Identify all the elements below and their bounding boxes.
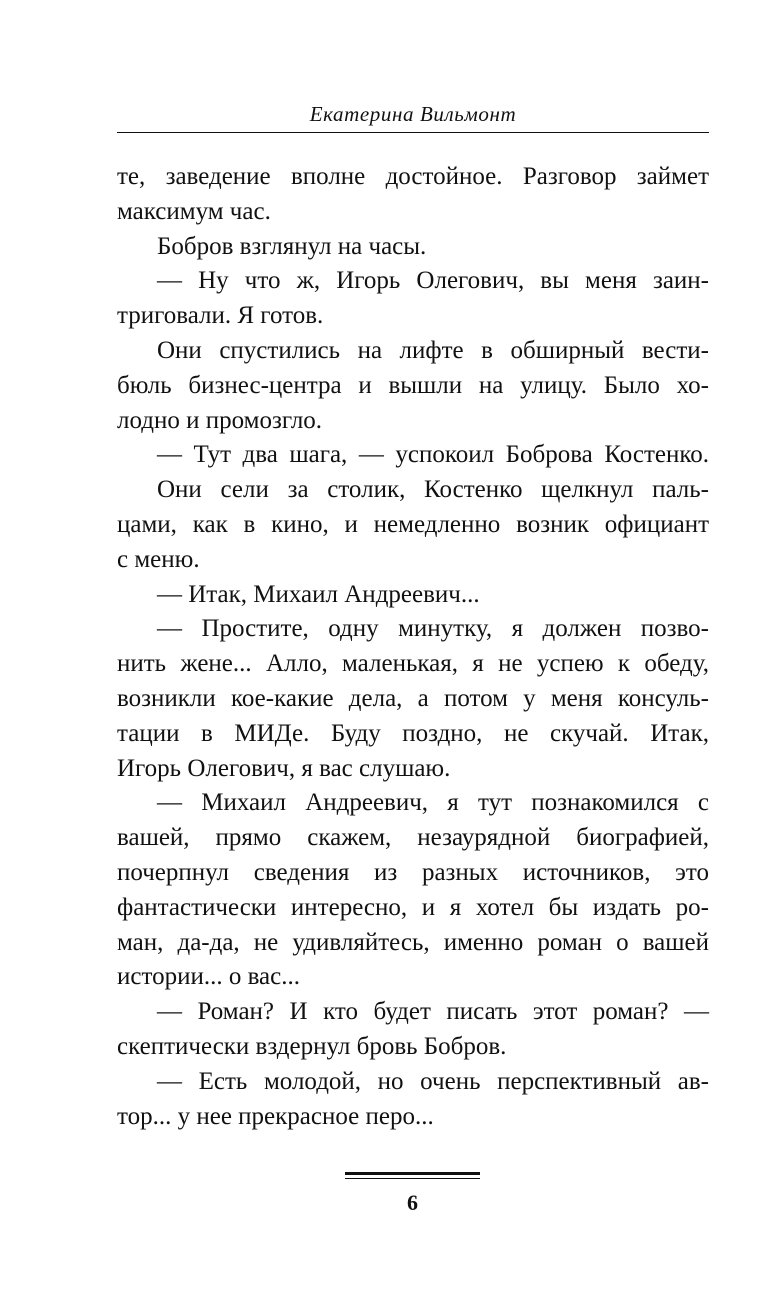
text-line: максимум час. bbox=[117, 197, 271, 225]
text-line: триговали. Я готов. bbox=[117, 302, 324, 330]
text-line: тации в МИДе. Буду поздно, не скучай. Итак, bbox=[117, 719, 709, 747]
text-line: бюль бизнес-центра и вышли на улицу. Было хо- bbox=[117, 371, 709, 399]
text-line: — Итак, Михаил Андреевич... bbox=[157, 580, 480, 608]
text-line: — Ну что ж, Игорь Олегович, вы меня заин- bbox=[157, 267, 709, 295]
text-line: фантастически интересно, и я хотел бы издать ро- bbox=[117, 893, 709, 921]
text-line: вашей, прямо скажем, незаурядной биографией, bbox=[117, 824, 709, 852]
text-line: те, заведение вполне достойное. Разговор займет bbox=[117, 163, 709, 190]
text-line: нить жене... Алло, маленькая, я не успею к обеду, bbox=[117, 650, 709, 678]
header-rule bbox=[117, 132, 709, 133]
text-line: цами, как в кино, и немедленно возник официант bbox=[117, 510, 709, 538]
text-line: Игорь Олегович, я вас слушаю. bbox=[117, 754, 451, 782]
running-head: Екатерина Вильмонт bbox=[309, 102, 517, 126]
text-line: тор... у нее прекрасное перо... bbox=[117, 1102, 434, 1130]
footer-rule-thin bbox=[345, 1178, 480, 1179]
text-line: почерпнул сведения из разных источников, это bbox=[117, 858, 709, 886]
text-line: Бобров взглянул на часы. bbox=[157, 232, 427, 260]
footer-rule-thick bbox=[345, 1172, 480, 1175]
text-line: Они спустились на лифте в обширный вести- bbox=[157, 336, 709, 364]
text-line: — Есть молодой, но очень перспективный ав- bbox=[157, 1067, 709, 1095]
page-number: 6 bbox=[407, 1190, 418, 1215]
text-line: ман, да-да, не удивляйтесь, именно роман о вашей bbox=[117, 928, 709, 956]
text-line: — Тут два шага, — успокоил Боброва Костенко. bbox=[157, 441, 709, 469]
text-line: Они сели за столик, Костенко щелкнул паль- bbox=[157, 476, 709, 504]
text-line: — Простите, одну минутку, я должен позво- bbox=[157, 615, 709, 643]
text-line: — Михаил Андреевич, я тут познакомился с bbox=[157, 789, 709, 817]
text-line: возникли кое-какие дела, а потом у меня консуль- bbox=[117, 684, 709, 712]
text-line: скептически вздернул бровь Бобров. bbox=[117, 1032, 507, 1060]
text-line: с меню. bbox=[117, 545, 200, 573]
body-text bbox=[117, 160, 709, 1134]
text-line: — Роман? И кто будет писать этот роман? — bbox=[157, 998, 709, 1026]
text-line: лодно и промозгло. bbox=[117, 406, 323, 434]
text-line: истории... о вас... bbox=[117, 963, 300, 991]
